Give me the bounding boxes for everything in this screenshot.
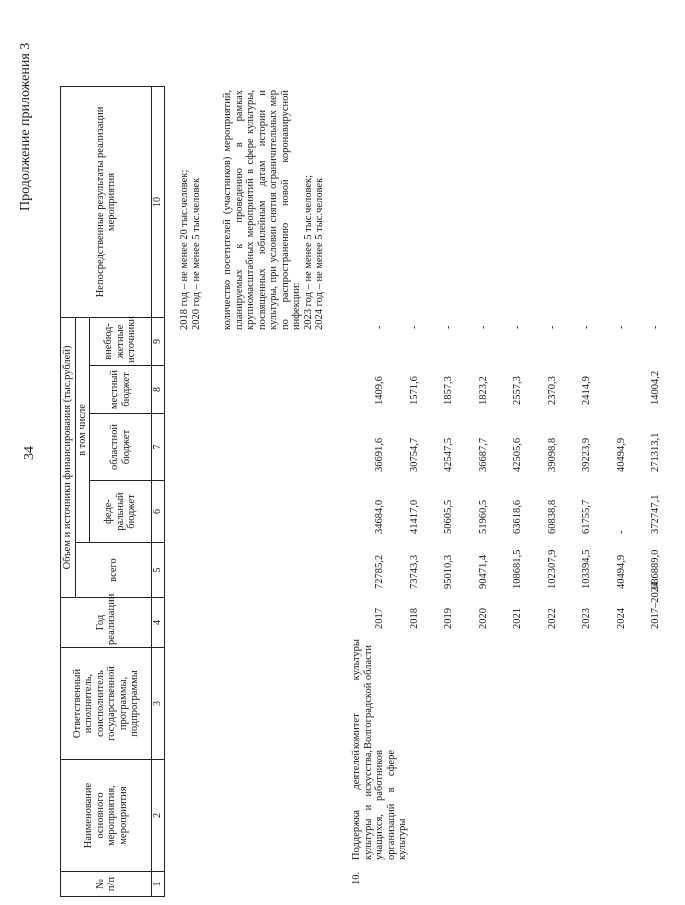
year-value: 2023: [581, 608, 592, 629]
year-value: 2021: [512, 608, 523, 629]
local-value: 1409,6: [374, 376, 385, 405]
federal-value: 41417,0: [408, 499, 420, 534]
total-value: 90471,4: [477, 554, 489, 589]
local-value: 2414,9: [581, 376, 592, 405]
extra-value: -: [408, 325, 420, 329]
local-value: 2370,3: [546, 376, 558, 405]
year-value: 2017: [374, 608, 385, 629]
table-row: [179, 87, 661, 897]
total-value: 108681,5: [512, 549, 523, 589]
regional-value: 39223,9: [581, 437, 592, 472]
appendix-title: Продолжение приложения 3: [18, 42, 33, 211]
measure-name: Поддержка деятелей культуры и искусства, учащихся, работников организаций в сфере культуры: [351, 750, 408, 860]
column-number: 7: [152, 414, 165, 481]
regional-value: 39098,8: [546, 437, 558, 472]
page-number: 34: [22, 446, 37, 460]
column-number: 4: [152, 598, 165, 648]
year-value: 2018: [408, 608, 420, 629]
total-value: 40494,9: [615, 554, 627, 589]
extra-value: -: [615, 325, 627, 329]
header-extra: внебюд-жетные источники: [90, 317, 152, 365]
extra-value: -: [650, 325, 661, 329]
year-value: 2022: [546, 608, 558, 629]
local-value: 1857,3: [443, 376, 454, 405]
column-number: 10: [152, 86, 165, 317]
extra-value: -: [581, 325, 592, 329]
header-result: Непосредственные результаты реализации мероприятия: [61, 86, 152, 317]
column-number: 3: [152, 648, 165, 760]
regional-value: 36691,6: [374, 437, 385, 472]
federal-value: -: [615, 530, 627, 534]
column-number: 2: [152, 760, 165, 872]
year-value: 2017–2024: [650, 581, 661, 629]
header-incl: в том числе: [75, 317, 90, 542]
federal-value: 51960,5: [477, 499, 489, 534]
regional-column: [351, 405, 685, 472]
result-line: 2020 год – не менее 5 тыс.человек: [190, 177, 202, 330]
regional-value: 36687,7: [477, 437, 489, 472]
total-value: 102307,9: [546, 549, 558, 589]
result-line: 2024 год – не менее 5 тыс.человек: [314, 177, 325, 330]
extra-value: -: [374, 325, 385, 329]
total-column: [351, 534, 685, 589]
executor: комитет культуры Волгоградской области: [351, 639, 374, 749]
result-text: [179, 90, 326, 330]
extra-column: [351, 313, 685, 329]
header-year: Год реализации: [61, 598, 152, 648]
regional-value: 271313,1: [650, 432, 661, 472]
row-number: 10.: [351, 871, 362, 885]
year-value: 2020: [477, 608, 489, 629]
header-executor: Ответственный исполнитель, соисполнитель государственной программы, подпрограммы: [61, 648, 152, 760]
column-number: 8: [152, 366, 165, 414]
extra-value: -: [443, 325, 454, 329]
result-line: 2018 год – не менее 20 тыс.человек;: [179, 169, 190, 330]
extra-value: -: [477, 325, 489, 329]
regional-value: 42505,6: [512, 437, 523, 472]
header-funding: Объем и источники финансирования (тыс.рублей): [61, 317, 76, 597]
header-federal: феде-ральный бюджет: [90, 481, 152, 543]
result-line: 2023 год – не менее 5 тыс.человек;: [302, 174, 314, 330]
local-value: [616, 360, 628, 405]
federal-column: [351, 472, 685, 534]
column-number: 6: [152, 481, 165, 543]
total-value: 686889,0: [650, 549, 661, 589]
federal-value: 50605,5: [443, 499, 454, 534]
regional-value: 30754,7: [408, 437, 420, 472]
header-name: Наименование основного мероприятия, мероприятия: [61, 760, 152, 872]
extra-value: -: [512, 325, 523, 329]
federal-value: 60838,8: [546, 499, 558, 534]
header-regional: областной бюджет: [90, 414, 152, 481]
column-number: 1: [152, 872, 165, 897]
federal-value: 34684,0: [374, 499, 385, 534]
local-value: 1571,6: [408, 376, 420, 405]
total-value: 95010,3: [443, 554, 454, 589]
local-value: 2557,3: [512, 376, 523, 405]
header-total: всего: [75, 543, 152, 598]
regional-value: 42547,5: [443, 437, 454, 472]
header-num: № п/п: [61, 872, 152, 897]
federal-value: 372747,1: [650, 494, 661, 534]
federal-value: 61755,7: [581, 499, 592, 534]
year-value: 2024: [615, 608, 627, 629]
year-value: 2019: [443, 608, 454, 629]
column-number: 5: [152, 543, 165, 598]
total-value: 72785,2: [374, 554, 385, 589]
local-value: 14004,2: [650, 370, 661, 405]
extra-value: -: [546, 325, 558, 329]
table-header: [60, 86, 165, 897]
federal-value: 63618,6: [512, 499, 523, 534]
local-value: 1823,2: [477, 376, 489, 405]
total-value: 103394,5: [581, 549, 592, 589]
result-line: количество посетителей (участников) мероприятий, планируемых к проведению в рамках крупномасштабных мероприятий в сфере культуры, посвященных юбилейным датам истории и культуры, при условии снятия ограничительных мер по распространению новой коронавирусной инфекции:: [222, 90, 302, 330]
regional-value: 40494,9: [615, 437, 627, 472]
total-value: 73743,3: [408, 554, 420, 589]
local-column: [351, 360, 685, 405]
header-local: местный бюджет: [90, 366, 152, 414]
column-number: 9: [152, 317, 165, 365]
